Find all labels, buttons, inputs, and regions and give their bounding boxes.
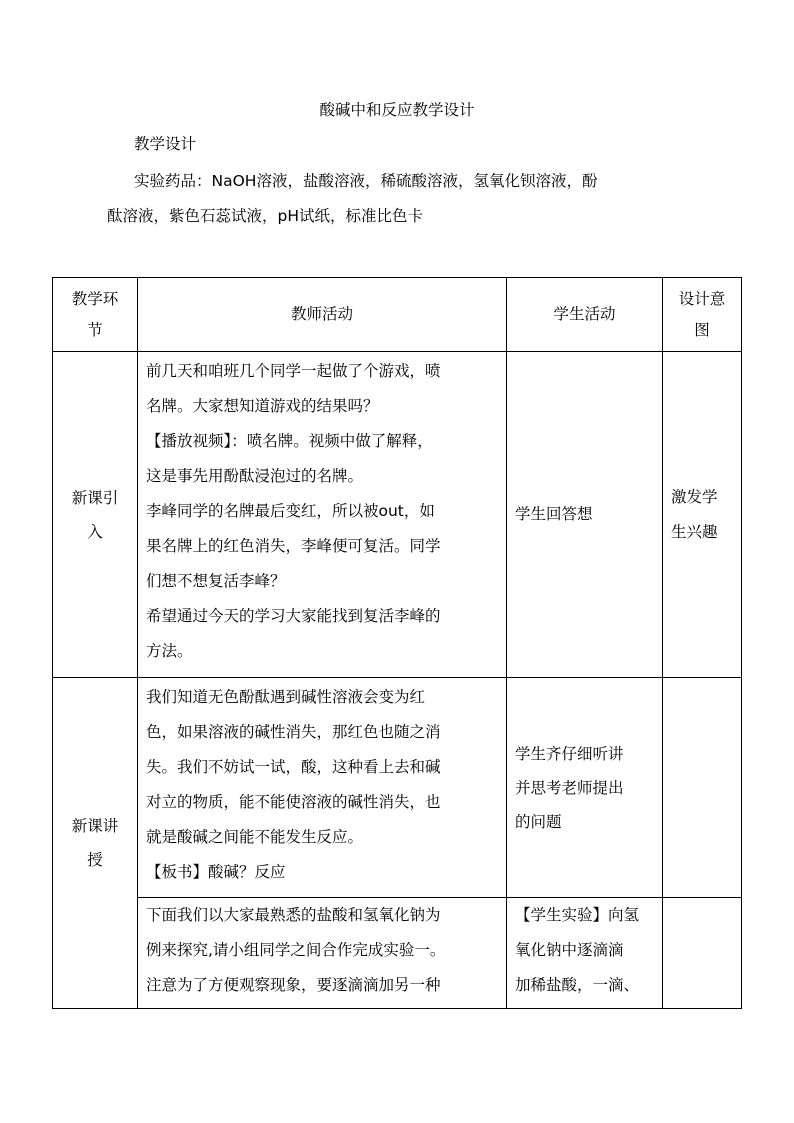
header-intent-line: 图 — [694, 320, 710, 339]
design-intent-cell — [663, 678, 742, 898]
teacher-line: 下面我们以大家最熟悉的盐酸和氢氧化钠为 — [146, 906, 441, 924]
header-teacher — [138, 278, 507, 352]
header-student-label: 学生活动 — [553, 305, 616, 323]
student-line: 学生回答想 — [515, 505, 593, 523]
teacher-activity-cell — [138, 352, 507, 678]
teacher-line: 注意为了方便观察现象，要逐滴滴加另一种 — [146, 976, 441, 994]
header-stage-line: 教学环 — [71, 289, 119, 308]
teacher-line: 【播放视频】：喷名牌。视频中做了解释， — [146, 432, 433, 450]
teacher-line: 就是酸碱之间能不能发生反应。 — [146, 828, 364, 846]
stage-line: 新课引 — [71, 488, 119, 507]
student-line: 学生齐仔细听讲 — [515, 744, 624, 763]
student-activity-cell — [507, 678, 663, 898]
materials-line-1: 实验药品：NaOH溶液，盐酸溶液，稀硫酸溶液，氢氧化钡溶液，酚 — [134, 172, 598, 190]
materials-line-2: 酞溶液，紫色石蕊试液，pH试纸，标准比色卡 — [107, 207, 423, 225]
student-line: 的问题 — [515, 812, 562, 831]
header-student — [507, 278, 663, 352]
stage-cell — [53, 352, 138, 678]
header-teacher-label: 教师活动 — [290, 305, 353, 323]
teacher-line: 们想不想复活李峰？ — [146, 572, 286, 590]
design-intent-cell — [663, 898, 742, 1009]
teacher-line: 失。我们不妨试一试，酸，这种看上去和碱 — [146, 758, 441, 776]
teacher-line: 例来探究,请小组同学之间合作完成实验一。 — [146, 941, 446, 959]
teacher-line: 希望通过今天的学习大家能找到复活李峰的 — [146, 607, 441, 625]
header-intent — [663, 278, 742, 352]
header-stage — [53, 278, 138, 352]
design-intent-cell — [663, 352, 742, 678]
table-row — [53, 678, 742, 898]
teacher-line: 名牌。大家想知道游戏的结果吗？ — [146, 397, 379, 415]
stage-cell — [53, 678, 138, 1009]
teacher-line: 我们知道无色酚酞遇到碱性溶液会变为红 — [146, 688, 426, 706]
teacher-line: 对立的物质，能不能使溶液的碱性消失，也 — [146, 793, 441, 811]
student-line: 加稀盐酸，一滴、 — [515, 976, 640, 994]
section-heading: 教学设计 — [134, 135, 197, 153]
teacher-activity-cell — [138, 898, 507, 1009]
table-header-row — [53, 278, 742, 352]
teacher-line: 【板书】酸碱？反应 — [146, 863, 286, 881]
table-row — [53, 898, 742, 1009]
student-line: 并思考老师提出 — [515, 778, 624, 797]
teacher-line: 方法。 — [146, 642, 193, 660]
student-line: 氧化钠中逐滴滴 — [515, 941, 624, 959]
teacher-activity-cell — [138, 678, 507, 898]
student-activity-cell — [507, 352, 663, 678]
intent-line: 激发学 — [671, 487, 718, 506]
header-intent-line: 设计意 — [678, 289, 726, 308]
document-title: 酸碱中和反应教学设计 — [319, 101, 475, 119]
table-row — [53, 352, 742, 678]
student-activity-cell — [507, 898, 663, 1009]
stage-line: 入 — [87, 522, 103, 541]
teacher-line: 果名牌上的红色消失，李峰便可复活。同学 — [146, 537, 441, 555]
teacher-line: 这是事先用酚酞浸泡过的名牌。 — [146, 467, 364, 485]
student-line: 【学生实验】向氢 — [515, 906, 640, 924]
teacher-line: 前几天和咱班几个同学一起做了个游戏，喷 — [146, 362, 441, 380]
lesson-plan-table — [52, 277, 742, 1009]
stage-line: 授 — [87, 851, 103, 869]
stage-line: 新课讲 — [71, 817, 119, 835]
teacher-line: 李峰同学的名牌最后变红，所以被out，如 — [146, 502, 435, 520]
intent-line: 生兴趣 — [671, 522, 718, 541]
teacher-line: 色，如果溶液的碱性消失，那红色也随之消 — [146, 723, 441, 741]
header-stage-line: 节 — [87, 320, 103, 339]
